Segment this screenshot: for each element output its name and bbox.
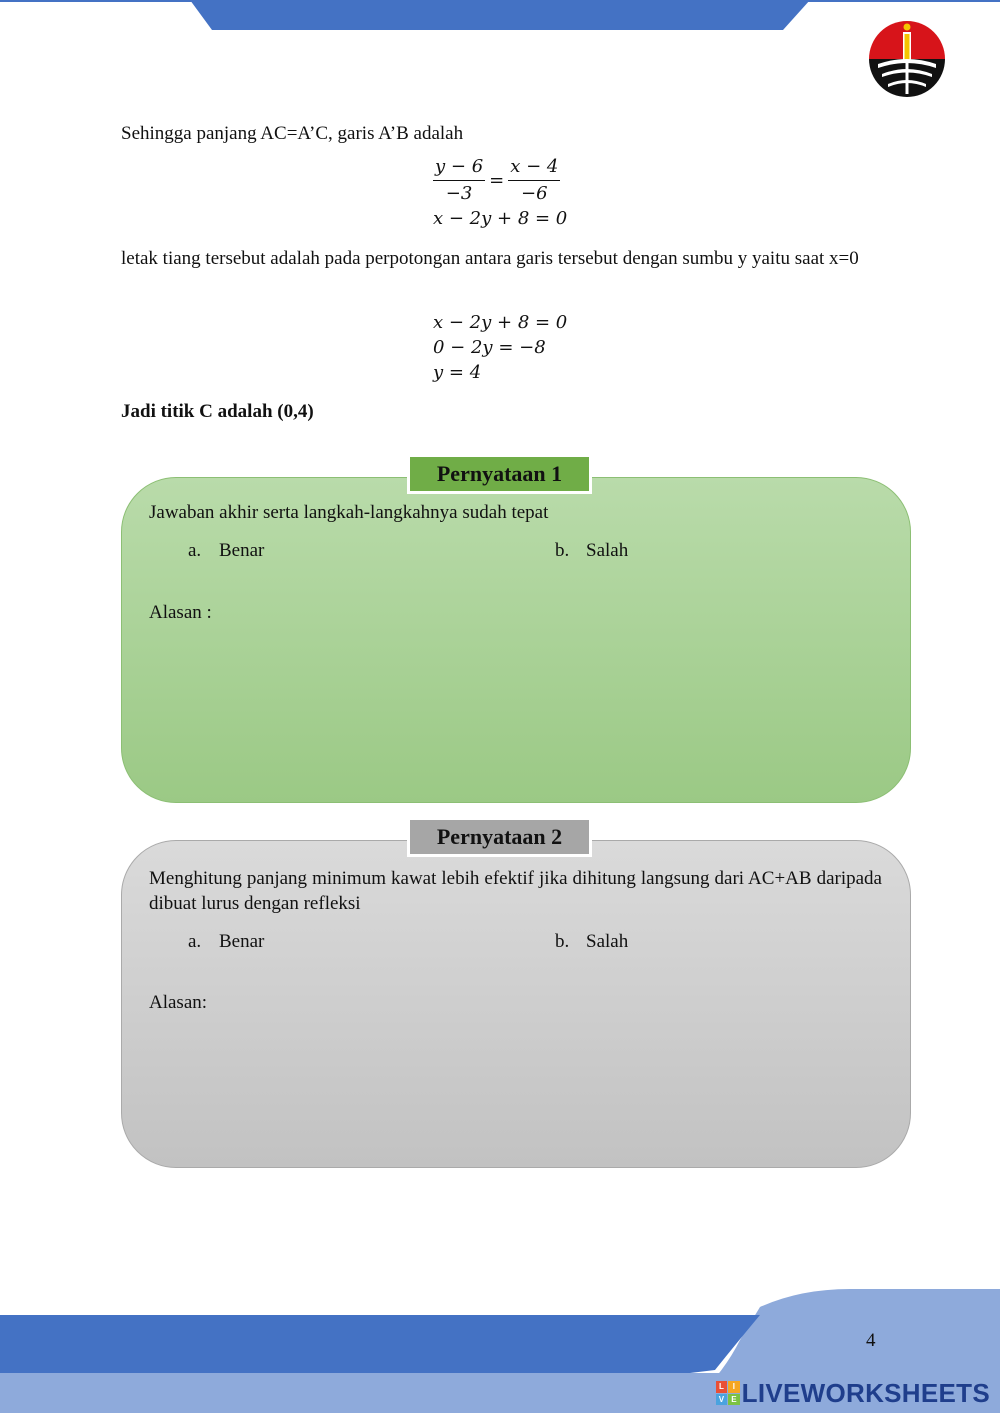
fraction-left-numerator: y − 6 (433, 156, 485, 181)
fraction-left (433, 156, 485, 205)
equals-sign: = (489, 170, 505, 191)
fraction-right-denominator: −6 (521, 183, 548, 204)
liveworksheets-text: LIVEWORKSHEETS (741, 1377, 990, 1408)
option-letter: a. (188, 540, 202, 561)
option-letter: b. (555, 931, 570, 952)
brand-icon-letter: I (728, 1381, 740, 1393)
statement-2-label: Pernyataan 2 (407, 817, 592, 857)
equation-step-3: y = 4 (433, 362, 482, 383)
explanation-text: letak tiang tersebut adalah pada perpotongan antara garis tersebut dengan sumbu y yaitu saat x=0 (121, 248, 859, 269)
intro-text: Sehingga panjang AC=A’C, garis A’B adalah (121, 123, 464, 144)
option-letter: a. (188, 931, 202, 952)
fraction-left-denominator: −3 (445, 183, 473, 204)
statement-1-label: Pernyataan 1 (407, 454, 592, 494)
option-label: Salah (586, 540, 629, 561)
option-letter: b. (555, 540, 570, 561)
liveworksheets-brand[interactable] (716, 1378, 990, 1408)
liveworksheets-icon (716, 1381, 740, 1405)
statement-2-option-b[interactable] (555, 929, 628, 954)
brand-icon-letter: E (728, 1394, 740, 1406)
option-label: Benar (219, 540, 265, 561)
brand-icon-letter: V (716, 1394, 728, 1406)
option-label: Benar (219, 931, 265, 952)
statement-1-option-a[interactable] (188, 538, 264, 563)
brand-icon-letter: L (716, 1381, 728, 1393)
page-number: 4 (866, 1330, 876, 1351)
statement-1-option-b[interactable] (555, 538, 628, 563)
equation-fraction (433, 156, 560, 205)
header-band (0, 0, 1000, 40)
statement-1-reason-label: Alasan : (149, 602, 212, 623)
statement-1-panel (121, 477, 911, 803)
fraction-right (508, 156, 560, 205)
fraction-right-numerator: x − 4 (508, 156, 560, 181)
statement-2-text: Menghitung panjang minimum kawat lebih efektif jika dihitung langsung dari AC+AB daripada dibuat lurus dengan refleksi (149, 868, 882, 914)
equation-step-2: 0 − 2y = −8 (433, 337, 546, 358)
statement-1-text: Jawaban akhir serta langkah-langkahnya sudah tepat (149, 502, 549, 523)
line-equation: x − 2y + 8 = 0 (433, 208, 568, 229)
equation-step-1: x − 2y + 8 = 0 (433, 312, 568, 333)
university-emblem-icon (866, 18, 948, 100)
statement-2-reason-label: Alasan: (149, 992, 208, 1013)
conclusion-text: Jadi titik C adalah (0,4) (121, 401, 314, 422)
option-label: Salah (586, 931, 629, 952)
statement-2-option-a[interactable] (188, 929, 264, 954)
